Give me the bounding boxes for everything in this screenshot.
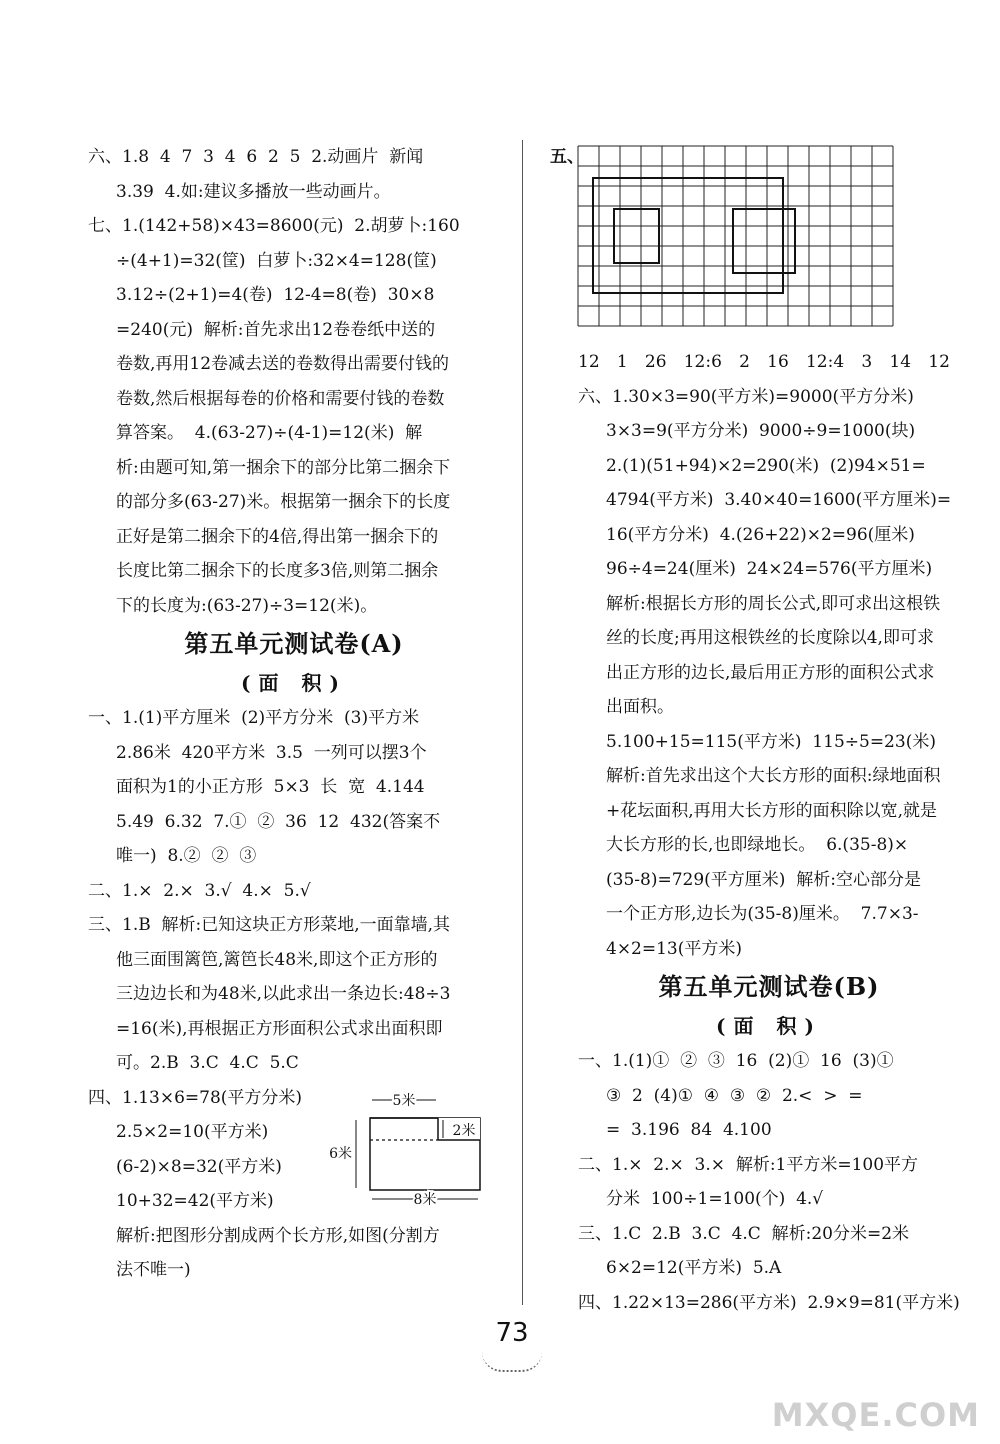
answer-line: 解析:根据长方形的周长公式,即可求出这根铁 [606,593,941,614]
grid-numbers-row [578,345,960,380]
answer-line: 他三面围篱笆,篱笆长48米,即这个正方形的 [116,949,438,970]
grid-number: 1 [616,352,628,372]
right-answers-a [578,380,960,967]
answer-line: 一、1.(1)平方厘米 (2)平方分米 (3)平方米 [88,708,420,728]
right-answers-b [578,1044,960,1320]
answer-line: 下的长度为:(63-27)÷3=12(米)。 [116,595,378,616]
answer-line: 三边边长和为48米,以此求出一条边长:48÷3 [116,984,451,1004]
answer-line: 析:由题可知,第一捆余下的部分比第二捆余下 [116,457,451,478]
page-number: 73 [495,1318,529,1348]
grid-number: 26 [644,352,667,372]
answer-line: 2.5×2=10(平方米) [116,1122,269,1142]
answer-line: (6-2)×8=32(平方米) [116,1156,282,1177]
column-divider [522,140,523,1305]
answer-line: 卷数,再用12卷减去送的卷数得出需要付钱的 [116,354,450,374]
answer-line: = 3.196 84 4.100 [606,1120,772,1140]
answer-line: 七、1.(142+58)×43=8600(元) 2.胡萝卜:160 [88,216,460,236]
grid-number: 12:4 [805,352,845,372]
answer-line: 唯一) 8.② ② ③ [116,846,257,866]
answer-line: +花坛面积,再用大长方形的面积除以宽,就是 [606,800,938,821]
answer-line: 四、1.22×13=286(平方米) 2.9×9=81(平方米) [578,1292,960,1313]
label-side-left: 6米 [329,1146,352,1162]
grid-number: 3 [861,352,873,372]
answer-line: 一、1.(1)① ② ③ 16 (2)① 16 (3)① [578,1051,894,1071]
answer-line: 三、1.B 解析:已知这块正方形菜地,一面靠墙,其 [88,915,451,935]
answer-line: 5.49 6.32 7.① ② 36 12 432(答案不 [116,811,441,832]
grid-number: 12 [928,352,950,372]
watermark-text: MXQE.COM [771,1396,980,1434]
unit-test-heading-b: 第五单元测试卷(B) [658,972,880,1001]
section-five-label: 五、 [550,147,584,167]
grid-number: 16 [767,352,789,372]
label-side-right: 2米 [452,1123,476,1139]
answer-line: 解析:首先求出这个大长方形的面积:绿地面积 [606,766,941,786]
answer-line: 2.(1)(51+94)×2=290(米) (2)94×51= [606,455,926,476]
answer-line: 二、1.× 2.× 3.× 解析:1平方米=100平方 [578,1154,919,1175]
area-figure [329,1088,500,1208]
answer-line: 六、1.30×3=90(平方米)=9000(平方分米) [578,386,914,407]
left-answers-a [88,140,500,623]
unit-test-heading-a: 第五单元测试卷(A) [184,629,404,658]
answer-line: =16(米),再根据正方形面积公式求出面积即 [116,1018,443,1039]
right-column [550,140,960,1320]
square-grid [578,146,898,326]
answer-line: 算答案。 4.(63-27)÷(4-1)=12(米) 解 [116,423,423,443]
answer-line: (35-8)=729(平方厘米) 解析:空心部分是 [606,869,921,890]
answer-line: 6×2=12(平方米) 5.A [606,1258,782,1278]
answer-line: 出面积。 [606,697,674,717]
grid-number: 12:6 [683,352,722,372]
unit-test-subheading-b: (面 积) [716,1014,822,1038]
answer-line: 大长方形的长,也即绿地长。 6.(35-8)× [606,835,909,855]
answer-line: ③ 2 (4)① ④ ③ ② 2.< > = [606,1085,863,1106]
grid-rect-inner [614,209,659,263]
label-bottom: 8米 [413,1192,437,1208]
answer-line: 5.100+15=115(平方米) 115÷5=23(米) [606,731,936,752]
grid-number: 2 [739,352,750,372]
page-number-ornament [482,1352,542,1372]
answer-line: 面积为1的小正方形 5×3 长 宽 4.144 [116,777,425,797]
grid-number: 12 [578,352,600,372]
grid-rect-square [733,209,795,273]
answer-line: 3.39 4.如:建议多播放一些动画片。 [116,181,391,202]
answer-line: 出正方形的边长,最后用正方形的面积公式求 [606,662,935,683]
answer-line: 4×2=13(平方米) [606,938,743,959]
answer-line: 3×3=9(平方分米) 9000÷9=1000(块) [606,421,916,441]
answer-line: 正好是第二捆余下的4倍,得出第一捆余下的 [116,526,439,547]
answer-line: 16(平方分米) 4.(26+22)×2=96(厘米) [606,524,915,545]
grid-section [550,140,960,345]
label-top: 5米 [392,1093,416,1109]
answer-line: =240(元) 解析:首先求出12卷卷纸中送的 [116,319,436,340]
answer-line: 法不唯一) [116,1260,191,1280]
answer-line: 二、1.× 2.× 3.√ 4.× 5.√ [88,880,311,901]
answer-line: 丝的长度;再用这根铁丝的长度除以4,即可求 [606,628,934,648]
answer-line: 解析:把图形分割成两个长方形,如图(分割方 [116,1225,440,1246]
answer-line: 一个正方形,边长为(35-8)厘米。 7.7×3- [606,904,919,924]
answer-line: 4794(平方米) 3.40×40=1600(平方厘米)= [606,490,952,510]
unit-test-subheading-a: (面 积) [241,671,347,695]
grid-number: 14 [889,352,912,372]
answer-line: 的部分多(63-27)米。根据第一捆余下的长度 [116,492,451,512]
answer-line: 三、1.C 2.B 3.C 4.C 解析:20分米=2米 [578,1223,910,1244]
answer-line: 长度比第二捆余下的长度多3倍,则第二捆余 [116,561,439,581]
answer-line: 2.86米 420平方米 3.5 一列可以摆3个 [116,742,427,763]
answer-line: 六、1.8 4 7 3 4 6 2 5 2.动画片 新闻 [88,147,424,167]
answer-line: 卷数,然后根据每卷的价格和需要付钱的卷数 [116,388,445,409]
grid-rect-large [593,178,783,293]
answer-line: 四、1.13×6=78(平方分米) [88,1087,303,1108]
answer-line: ÷(4+1)=32(筐) 白萝卜:32×4=128(筐) [116,250,437,271]
answer-line: 3.12÷(2+1)=4(卷) 12-4=8(卷) 30×8 [116,285,435,305]
answer-line: 96÷4=24(厘米) 24×24=576(平方厘米) [606,559,933,579]
answer-line: 分米 100÷1=100(个) 4.√ [606,1189,824,1209]
answer-line: 10+32=42(平方米) [116,1191,274,1211]
answer-line: 可。2.B 3.C 4.C 5.C [116,1053,299,1073]
